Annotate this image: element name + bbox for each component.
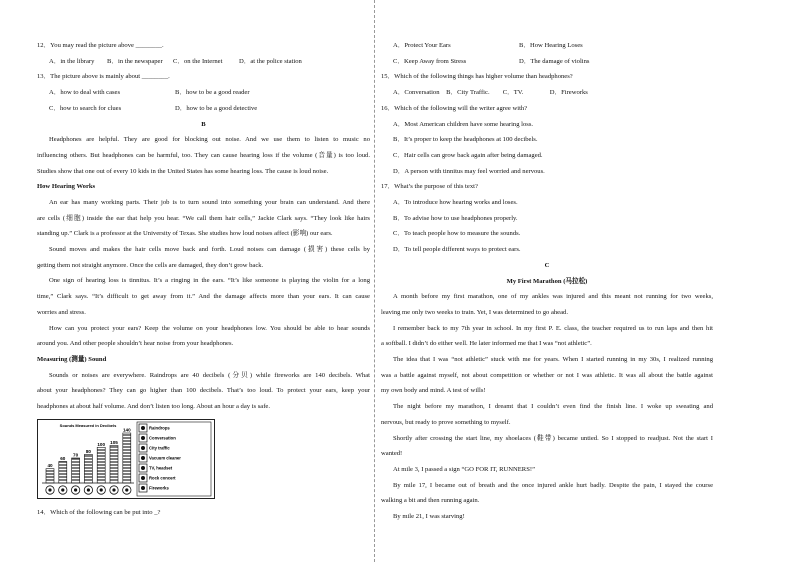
- passage-line: nervous, but ready to prove something to myself.: [381, 418, 511, 426]
- chart-data-label: 100: [97, 441, 106, 447]
- legend-icon-glyph: [141, 446, 145, 450]
- passage-line: wanted!: [381, 450, 403, 458]
- subheading-measuring-sound: Measuring (测量) Sound: [37, 355, 107, 363]
- legend-label: Conversation: [149, 435, 176, 441]
- passage-line: getting them not straight anymore. Once the cells are damaged, they don’t grow back.: [37, 261, 264, 269]
- passage-line: How can you protect your ears? Keep the volume on your headphones low. You should be able to hear sounds: [49, 324, 370, 332]
- legend-icon-glyph: [141, 456, 145, 460]
- legend-label: Rock concert: [149, 475, 176, 481]
- option-b[interactable]: B．To advise how to use headphones properly.: [393, 214, 518, 222]
- passage-line: influencing others. But headphones can be harmful, too. They can cause hearing loss if the volume (音量) is too loud.: [37, 151, 370, 159]
- passage-line: about your headphones? They can go higher than 100 decibels. That’s too loud. To protect your ears, keep your: [37, 387, 370, 395]
- option-a[interactable]: A．in the library: [49, 57, 95, 65]
- option-c[interactable]: C．Hair cells can grow back again after being damaged.: [393, 151, 543, 159]
- decibel-chart-container: [37, 419, 370, 499]
- option-c[interactable]: C．on the Internet: [173, 57, 223, 65]
- question-13-options-ab: [37, 85, 370, 101]
- legend-icon-glyph: [141, 466, 145, 470]
- passage-line: standing up.” Clark is a professor at the University of Texas. She studies how loud noises affect (影响) our ears.: [37, 230, 333, 238]
- passage-line: The night before my marathon, I dreamt that I couldn’t even find the finish line. I woke up sweating and: [393, 403, 713, 411]
- question-16: 16．Which of the following will the writer agree with?: [381, 104, 528, 112]
- chart-data-label: 140: [122, 427, 131, 433]
- question-17: 17．What’s the purpose of this text?: [381, 183, 478, 191]
- chart-data-label: 40: [47, 462, 53, 468]
- question-15: 15．Which of the following things has higher volume than headphones?: [381, 73, 573, 81]
- option-d[interactable]: D．The damage of violins: [519, 57, 590, 65]
- passage-line: By mile 17, I became out of breath and the once injured ankle hurt badly. Despite the pain, I stayed the course: [393, 481, 713, 489]
- category-icon-dot: [112, 488, 115, 491]
- category-icon-dot: [61, 488, 64, 491]
- chart-title: Sounds Measured in Decibels: [59, 422, 117, 428]
- option-b[interactable]: B．It’s proper to keep the headphones at 100 decibels.: [393, 136, 538, 144]
- chart-data-label: 60: [60, 455, 66, 461]
- passage-line: around you. And other people shouldn’t hear noise from your headphones.: [37, 340, 234, 348]
- question-13: 13．The picture above is mainly about ________.: [37, 73, 170, 81]
- question-14: 14．Which of the following can be put into _?: [37, 508, 161, 516]
- question-15-options[interactable]: A．Conversation B．City Traffic. C．TV. D．Fireworks: [393, 89, 588, 97]
- legend-icon-glyph: [141, 436, 145, 440]
- option-d[interactable]: D．A person with tinnitus may feel worried and nervous.: [393, 167, 545, 175]
- option-a[interactable]: A．Most American children have some hearing loss.: [393, 120, 534, 128]
- decibel-chart: [37, 419, 215, 499]
- question-12-options: [37, 54, 370, 70]
- category-icon-dot: [100, 488, 103, 491]
- section-c-label: C: [544, 261, 550, 269]
- passage-line: was a battle against myself, not about competition or whether or not I was athletic. It was all about the battle against: [381, 371, 713, 379]
- category-icon-dot: [48, 488, 51, 491]
- passage-line: a softball. I didn’t do either well. He later informed me that I was “not athletic”.: [381, 340, 592, 348]
- option-b[interactable]: B．How Hearing Loses: [519, 42, 583, 49]
- column-divider: [374, 0, 375, 562]
- legend-icon-glyph: [141, 476, 145, 480]
- option-c[interactable]: C．Keep Away from Stress: [393, 57, 467, 65]
- left-column: [37, 38, 370, 520]
- option-a[interactable]: A．how to deal with cases: [49, 89, 121, 97]
- section-b-label: B: [201, 120, 206, 128]
- passage-line: time,” Clark says. “It’s difficult to get away from it.” And the damage affects more than your ears. It can cause: [37, 293, 370, 301]
- passage-title: My First Marathon (马拉松): [506, 277, 588, 285]
- category-icon-dot: [74, 488, 77, 491]
- chart-data-label: 70: [73, 452, 79, 458]
- subheading-how-hearing-works: How Hearing Works: [37, 183, 96, 191]
- legend-label: City traffic: [149, 445, 170, 451]
- passage-line: An ear has many working parts. Their job is to turn sound into something your brain can understand. And there: [49, 199, 370, 206]
- passage-line: At mile 3, I passed a sign “GO FOR IT, RUNNERS!”: [393, 465, 535, 473]
- option-a[interactable]: A．Protect Your Ears: [393, 42, 451, 49]
- legend-label: TV, headset: [149, 465, 173, 471]
- category-icon-dot: [87, 488, 90, 491]
- passage-line: Sounds or noises are everywhere. Raindrops are 40 decibels (分贝) while fireworks are 140 decibels. What: [49, 371, 370, 379]
- legend-icon-glyph: [141, 486, 145, 490]
- legend-label: Vacuum cleaner: [149, 455, 181, 461]
- passage-line: One sign of hearing loss is tinnitus. It’s a ringing in the ears. “It’s like someone is playing the violin for a long: [49, 277, 370, 285]
- legend-icon-glyph: [141, 426, 145, 430]
- chart-data-label: 105: [110, 439, 118, 445]
- option-b[interactable]: B．how to be a good reader: [175, 89, 250, 97]
- passage-line: headphones at about half volume. And don’t listen too long. About an hour a day is safe.: [37, 403, 270, 411]
- passage-line: The idea that I was “not athletic” stuck with me for years. When I started running in my 30s, I realized running: [393, 356, 713, 364]
- passage-line: A month before my first marathon, one of my ankles was injured and this meant not running for two weeks,: [393, 293, 713, 301]
- option-d[interactable]: D．at the police station: [239, 57, 302, 65]
- option-a[interactable]: A．To introduce how hearing works and loses.: [393, 199, 518, 207]
- passage-line: Studies show that one out of every 10 kids in the United States has some hearing loss. The cause is loud noise.: [37, 167, 329, 175]
- chart-data-label: 80: [85, 448, 91, 454]
- legend-label: Raindrops: [149, 425, 170, 431]
- legend-label: Fireworks: [149, 485, 169, 491]
- passage-line: are cells (细胞) inside the ear that help you hear. “We call them hair cells,” Jackie Clark says. “They look like hairs: [37, 214, 370, 222]
- option-d[interactable]: D．To tell people different ways to protect ears.: [393, 246, 521, 254]
- passage-line: walking a bit and then running again.: [381, 497, 480, 505]
- passage-line: I remember back to my 7th year in school. In my first P. E. class, the teacher required us to run laps and then hit: [393, 324, 713, 332]
- option-d[interactable]: D．how to be a good detective: [175, 104, 258, 112]
- passage-line: Shortly after crossing the start line, my shoelaces (鞋带) became untied. So I stopped to readjust. Not the start I: [393, 434, 713, 442]
- option-c[interactable]: C．To teach people how to measure the sounds.: [393, 230, 521, 238]
- passage-line: By mile 21, I was starving!: [393, 512, 465, 520]
- passage-line: my own body and mind. A test of wills!: [381, 387, 486, 395]
- passage-line: leaving me only two weeks to train. Yet, I was determined to go ahead.: [381, 308, 568, 316]
- passage-line: worries and stress.: [37, 308, 86, 316]
- category-icon-dot: [125, 488, 128, 491]
- passage-line: Headphones are helpful. They are good for blocking out noise. And we use them to listen to music no: [49, 136, 370, 144]
- right-column: [381, 38, 713, 525]
- option-b[interactable]: B．in the newspaper: [107, 57, 163, 65]
- option-c[interactable]: C．how to search for clues: [49, 104, 122, 112]
- passage-line: Sound moves and makes the hair cells move back and forth. Loud noises can damage (损害) these cells by: [49, 246, 370, 254]
- question-12: 12．You may read the picture above ________.: [37, 42, 164, 49]
- question-14-options-cd: [381, 54, 713, 70]
- question-14-options-ab: [381, 38, 713, 54]
- question-13-options-cd: [37, 101, 370, 117]
